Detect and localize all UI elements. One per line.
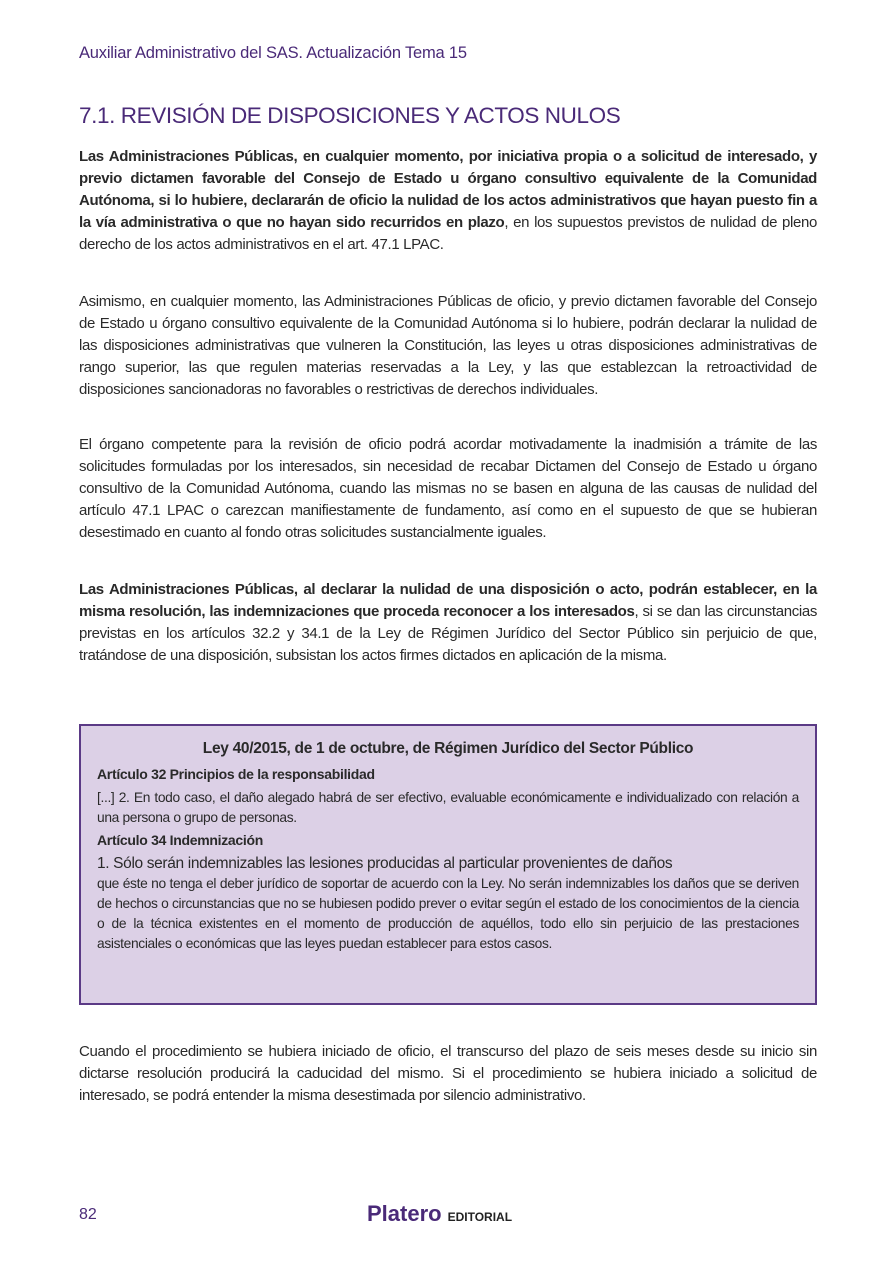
p1-bold: Las Administraciones Públicas, en cualquier momento, por iniciativa propia o a solicitud de interesado, y previo dictamen favorable del Consejo de Estado u órgano consultivo equivalente de la Comunidad Autónoma, si lo hubiere, declararán de oficio la nulidad de los actos administrativos que hayan puesto fin a la vía administrativa o que no hayan sido recurridos en plazo [79,148,817,231]
article-32-text: [...] 2. En todo caso, el daño alegado habrá de ser efectivo, evaluable económicamente e individualizado con relación a una persona o grupo de personas. [97,790,799,825]
body-paragraph-1 [79,146,817,256]
law-box-title: Ley 40/2015, de 1 de octubre, de Régimen Jurídico del Sector Público [202,740,694,757]
page-number: 82 [79,1206,97,1223]
p5-text: Cuando el procedimiento se hubiera iniciado de oficio, el transcurso del plazo de seis meses desde su inicio sin dictarse resolución producirá la caducidad del mismo. Si el procedimiento se hubiera iniciado a solicitud de interesado, se podrá entender la misma desestimada por silencio administrativo. [79,1043,817,1104]
body-paragraph-5 [79,1041,817,1107]
law-excerpt-box [79,724,817,1005]
p2-text: Asimismo, en cualquier momento, las Administraciones Públicas de oficio, y previo dictamen favorable del Consejo de Estado u órgano consultivo equivalente de la Comunidad Autónoma si lo hubiere, podrán declarar la nulidad de las disposiciones administrativas que vulneren la Constitución, las leyes u otras disposiciones administrativas de rango superior, las que regulen materias reservadas a la Ley, y las que establezcan la retroactividad de disposiciones sancionadoras no favorables o restrictivas de derechos individuales. [79,293,817,398]
p1-text: , en los supuestos previstos de nulidad de pleno derecho de los actos administrativos en el art. 47.1 LPAC. [79,214,817,253]
article-34-first-line: 1. Sólo serán indemnizables las lesiones producidas al particular provenientes de daños [97,855,673,872]
logo-brand: Platero [367,1201,442,1226]
article-34-text: que éste no tenga el deber jurídico de soportar de acuerdo con la Ley. No serán indemnizables los daños que se deriven de hechos o circunstancias que no se hubiesen podido prever o evitar según el estado de los conocimientos de la ciencia o de la técnica existentes en el momento de producción de aquéllos, todo ello sin perjuicio de las prestaciones asistenciales o económicas que las leyes puedan establecer para estos casos. [97,876,799,951]
article-34-heading: Artículo 34 Indemnización [97,832,263,848]
body-paragraph-4 [79,579,817,667]
body-paragraph-2 [79,291,817,401]
publisher-logo [367,1201,512,1227]
logo-sub: EDITORIAL [447,1210,513,1224]
running-header: Auxiliar Administrativo del SAS. Actualización Tema 15 [79,44,467,62]
body-paragraph-3 [79,434,817,544]
p4-text: , si se dan las circunstancias previstas en los artículos 32.2 y 34.1 de la Ley de Régimen Jurídico del Sector Público sin perjuicio de que, tratándose de una disposición, subsistan los actos firmes dictados en aplicación de la misma. [79,603,817,664]
p3-text: El órgano competente para la revisión de oficio podrá acordar motivadamente la inadmisión a trámite de las solicitudes formuladas por los interesados, sin necesidad de recabar Dictamen del Consejo de Estado u órgano consultivo de la Comunidad Autónoma, cuando las mismas no se basen en alguna de las causas de nulidad del artículo 47.1 LPAC o carezcan manifiestamente de fundamento, así como en el supuesto de que se hubieran desestimado en cuanto al fondo otras solicitudes sustancialmente iguales. [79,436,817,541]
p4-bold: Las Administraciones Públicas, al declarar la nulidad de una disposición o acto, podrán establecer, en la misma resolución, las indemnizaciones que proceda reconocer a los interesados [79,581,817,620]
section-title: 7.1. REVISIÓN DE DISPOSICIONES Y ACTOS NULOS [79,103,621,128]
article-32-heading: Artículo 32 Principios de la responsabilidad [97,766,375,782]
